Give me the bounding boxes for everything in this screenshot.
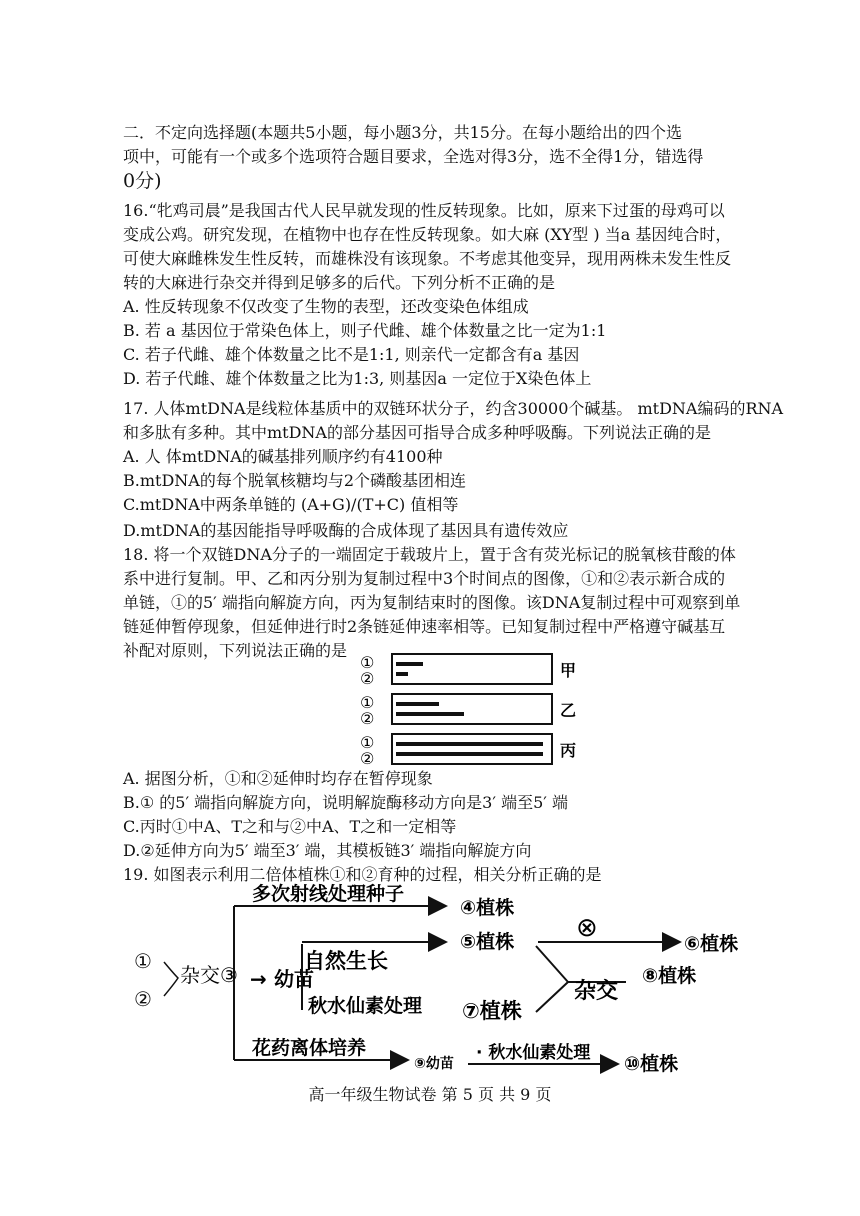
- section-header-line-1: 二．不定向选择题(本题共5小题，每小题3分，共15分。在每小题给出的四个选: [123, 123, 682, 142]
- parent-1-label: ①: [134, 949, 152, 973]
- panel-jia-strand-1-bar: [396, 662, 423, 666]
- natural-growth-label: 自然生长: [304, 949, 388, 973]
- q18-stem-line-4: 链延伸暂停现象，但延伸进行时2条链延伸速率相等。已知复制过程中严格遵守碱基互: [123, 617, 726, 636]
- strand-1-label: ①: [360, 693, 375, 712]
- plant-5-label: ⑤植株: [460, 931, 515, 953]
- q16-option-c: C. 若子代雌、雄个体数量之比不是1:1, 则亲代一定都含有a 基因: [123, 345, 580, 364]
- q17-option-b: B.mtDNA的每个脱氧核糖均与2个磷酸基团相连: [123, 471, 467, 490]
- q17-option-d: D.mtDNA的基因能指导呼吸酶的合成体现了基因具有遗传效应: [123, 521, 569, 540]
- arrow-glyph: →: [250, 967, 267, 991]
- q18-stem-line-1: 18. 将一个双链DNA分子的一端固定于载玻片上，置于含有荧光标记的脱氧核苷酸的体: [123, 545, 736, 564]
- panel-bing: [360, 733, 576, 768]
- plant-4-label: ④植株: [460, 897, 515, 919]
- strand-1-label: ①: [360, 653, 375, 672]
- q18-option-a: A. 据图分析，①和②延伸时均存在暂停现象: [123, 769, 433, 788]
- panel-bing-strand-1-bar: [396, 742, 543, 746]
- cross-bracket: [164, 962, 178, 996]
- q18-option-d: D.②延伸方向为5′ 端至3′ 端，其模板链3′ 端指向解旋方向: [123, 841, 532, 860]
- q19-stem: 19. 如图表示利用二倍体植株①和②育种的过程，相关分析正确的是: [123, 865, 602, 884]
- q18-option-b: B.① 的5′ 端指向解旋方向，说明解旋酶移动方向是3′ 端至5′ 端: [123, 793, 568, 812]
- plant-8-label: ⑧植株: [642, 965, 697, 987]
- page-footer: 高一年级生物试卷 第 5 页 共 9 页: [308, 1085, 552, 1104]
- plant-10-label: ⑩植株: [624, 1053, 679, 1075]
- panel-bing-frame: [392, 734, 552, 764]
- q16-stem-line-2: 变成公鸡。研究发现，在植物中也存在性反转现象。如大麻 (XY型 ) 当a 基因纯合时，: [123, 225, 732, 244]
- colchicine-2-label: · 秋水仙素处理: [476, 1043, 591, 1063]
- cross-2-label: 杂交: [574, 979, 619, 1004]
- plant-6-label: ⑥植株: [684, 933, 739, 955]
- selfing-symbol: ⊗: [576, 913, 598, 943]
- q16-stem-line-4: 转的大麻进行杂交并得到足够多的后代。下列分析不正确的是: [123, 273, 556, 292]
- strand-2-label: ②: [360, 669, 375, 688]
- breeding-diagram: [128, 882, 739, 1078]
- strand-2-label: ②: [360, 749, 375, 768]
- panel-jia-label: 甲: [560, 661, 577, 680]
- parent-2-label: ②: [134, 987, 152, 1011]
- panel-jia: [360, 653, 576, 688]
- section-header-line-3: 0分): [123, 170, 162, 192]
- dna-replication-figure: [360, 650, 600, 768]
- plant-7-label: ⑦植株: [462, 999, 522, 1023]
- q18-stem-line-5: 补配对原则，下列说法正确的是: [123, 641, 348, 660]
- colchicine-label: 秋水仙素处理: [308, 995, 423, 1017]
- strand-1-label: ①: [360, 733, 375, 752]
- q17-option-c: C.mtDNA中两条单链的 (A+G)/(T+C) 值相等: [123, 495, 459, 514]
- seedling-9-label: ⑨幼苗: [414, 1056, 454, 1072]
- q18-option-c: C.丙时①中A、T之和与②中A、T之和一定相等: [123, 817, 457, 836]
- q16-option-d: D. 若子代雌、雄个体数量之比为1:3, 则基因a 一定位于X染色体上: [123, 369, 592, 388]
- q17-stem-line-2: 和多肽有多种。其中mtDNA的部分基因可指导合成多种呼吸酶。下列说法正确的是: [123, 423, 711, 442]
- panel-bing-label: 丙: [560, 741, 577, 760]
- panel-bing-strand-2-bar: [396, 752, 543, 756]
- radiation-label: 多次射线处理种子: [252, 883, 405, 905]
- panel-jia-frame: [392, 654, 552, 684]
- panel-yi: [360, 693, 576, 728]
- cross-3-label: 杂交③: [180, 963, 238, 987]
- panel-jia-strand-2-bar: [396, 672, 408, 676]
- panel-yi-label: 乙: [560, 701, 577, 720]
- q16-stem-line-1: 16.“牝鸡司晨”是我国古代人民早就发现的性反转现象。比如，原来下过蛋的母鸡可以: [123, 201, 725, 220]
- strand-2-label: ②: [360, 709, 375, 728]
- q16-option-a: A. 性反转现象不仅改变了生物的表型，还改变染色体组成: [123, 297, 529, 316]
- q17-option-a: A. 人 体mtDNA的碱基排列顺序约有4100种: [123, 447, 443, 466]
- q16-option-b: B. 若 a 基因位于常染色体上，则子代雌、雄个体数量之比一定为1:1: [123, 321, 607, 340]
- panel-yi-frame: [392, 694, 552, 724]
- anther-culture-label: 花药离体培养: [252, 1037, 367, 1059]
- seedling-label: 幼苗: [274, 967, 314, 991]
- section-header-line-2: 项中，可能有一个或多个选项符合题目要求，全选对得3分，选不全得1分，错选得: [123, 147, 704, 166]
- q16-stem-line-3: 可使大麻雌株发生性反转，而雄株没有该现象。不考虑其他变异，现用两株未发生性反: [123, 249, 732, 268]
- cross-bracket-2: [536, 946, 568, 1012]
- q18-stem-line-2: 系中进行复制。甲、乙和丙分别为复制过程中3个时间点的图像，①和②表示新合成的: [123, 569, 726, 588]
- panel-yi-strand-1-bar: [396, 702, 439, 706]
- q18-stem-line-3: 单链，①的5′ 端指向解旋方向，丙为复制结束时的图像。该DNA复制过程中可观察到单: [123, 593, 741, 612]
- q17-stem-line-1: 17. 人体mtDNA是线粒体基质中的双链环状分子，约含30000个碱基。 mtDNA编码的RNA: [123, 399, 784, 418]
- panel-yi-strand-2-bar: [396, 712, 464, 716]
